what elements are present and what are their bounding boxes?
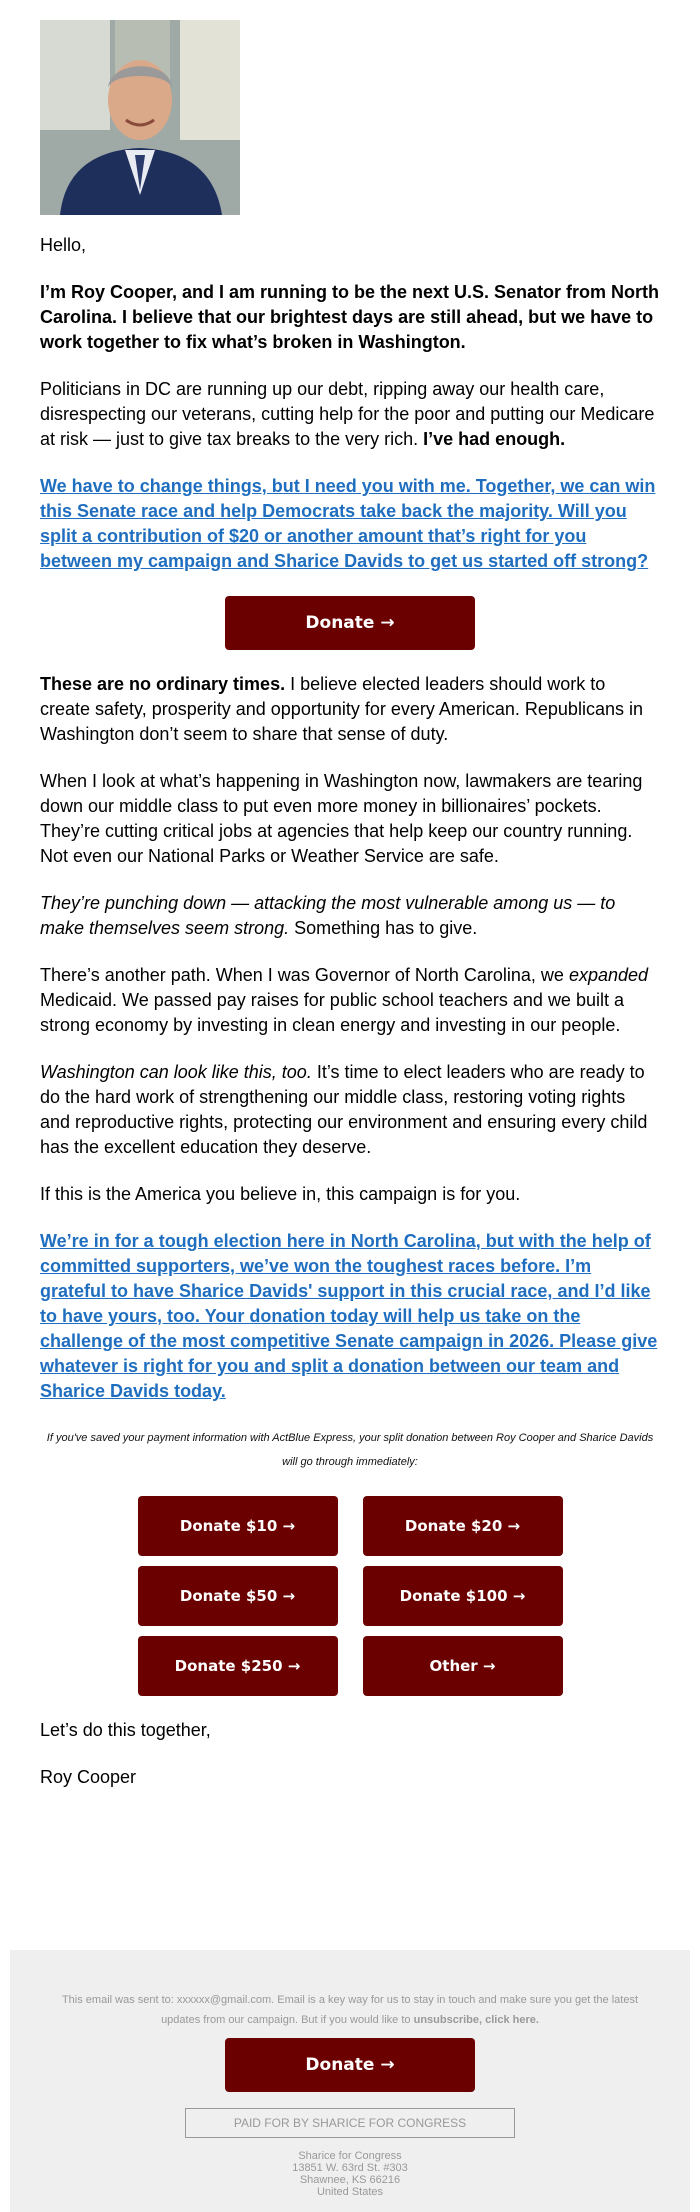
paragraph-america: If this is the America you believe in, this campaign is for you. — [40, 1184, 521, 1204]
donate-50-button[interactable]: Donate $50 → — [138, 1566, 338, 1626]
paid-for-disclaimer: PAID FOR BY SHARICE FOR CONGRESS — [185, 2108, 515, 2138]
candidate-photo — [40, 20, 240, 215]
footer-inner — [10, 1950, 690, 2198]
paragraph-punching-down — [40, 891, 660, 941]
paragraph-washington-now: When I look at what’s happening in Washington now, lawmakers are tearing down our middle class to put even more money in billionaires’ pockets. They’re cutting critical jobs at agencies that help keep our country running. Not even our National Parks or Weather Service are safe. — [40, 771, 643, 866]
paragraph-washington-can-text: It’s time to elect leaders who are ready to do the hard work of strengthening our middle class, restoring voting rights and reproductive rights, protecting our environment and ensuring every child has the excellent education they deserve. — [40, 1062, 648, 1157]
donate-20-button[interactable]: Donate $20 → — [363, 1496, 563, 1556]
mailing-address — [55, 2150, 645, 2198]
email-footer — [10, 1950, 690, 2212]
paragraph-another-path-b: Medicaid. We passed pay raises for public school teachers and we built a strong economy by investing in clean energy and investing in our people. — [40, 990, 624, 1035]
paragraph-punching-down-text: Something has to give. — [289, 918, 478, 938]
donate-other-button[interactable]: Other → — [363, 1636, 563, 1696]
email-body — [40, 20, 660, 1812]
paragraph-another-path-italic: expanded — [568, 965, 649, 985]
donate-button[interactable]: Donate → — [225, 596, 475, 650]
paragraph-no-ordinary-times-text: I believe elected leaders should work to create safety, prosperity and opportunity for every American. Republicans in Washington don’t seem to share that sense of duty. — [40, 674, 643, 744]
paragraph-washington-can-italic: Washington can look like this, too. — [40, 1062, 312, 1082]
footer-sent-to-text: This email was sent to: xxxxxx@gmail.com. Email is a key way for us to stay in touch and make sure you get the latest updates from our campaign. But if you would like to — [61, 1994, 639, 2026]
address-line: Shawnee, KS 66216 — [299, 2174, 401, 2186]
address-line: 13851 W. 63rd St. #303 — [292, 2162, 408, 2174]
paragraph-punching-down-italic: They’re punching down — attacking the most vulnerable among us — to make themselves seem strong. — [40, 893, 616, 938]
actblue-express-note: If you've saved your payment information with ActBlue Express, your split donation between Roy Cooper and Sharice Davids will go through immediately: — [46, 1432, 654, 1468]
portrait-illustration — [40, 20, 240, 215]
donate-100-button[interactable]: Donate $100 → — [363, 1566, 563, 1626]
paragraph-debt-text: Politicians in DC are running up our debt, ripping away our health care, disrespecting our veterans, cutting help for the poor and putting our Medicare at risk — just to give tax breaks to the very rich. — [40, 379, 655, 449]
donate-appeal-link-1[interactable]: We have to change things, but I need you with me. Together, we can win this Senate race and help Democrats take back the majority. Will you split a contribution of $20 or another amount that’s right for you between my campaign and Sharice Davids to get us started off strong? — [40, 476, 656, 571]
paragraph-debt — [40, 377, 660, 452]
address-line: Sharice for Congress — [298, 2150, 402, 2162]
paragraph-washington-can — [40, 1060, 660, 1160]
address-line: United States — [316, 2186, 384, 2198]
paragraph-another-path — [40, 963, 660, 1038]
donation-amount-grid — [40, 1496, 660, 1696]
paragraph-another-path-a: There’s another path. When I was Governor of North Carolina, we — [40, 965, 569, 985]
unsubscribe-link[interactable]: unsubscribe, click here. — [413, 2014, 539, 2026]
donate-10-button[interactable]: Donate $10 → — [138, 1496, 338, 1556]
paragraph-debt-bold: I’ve had enough. — [423, 429, 566, 449]
donate-appeal-link-2[interactable]: We’re in for a tough election here in North Carolina, but with the help of committed supporters, we’ve won the toughest races before. I’m grateful to have Sharice Davids' support in this crucial race, and I’d like to have yours, too. Your donation today will help us take on the challenge of the most competitive Senate campaign in 2026. Please give whatever is right for you and split a donation between our team and Sharice Davids today. — [40, 1231, 658, 1401]
footer-sent-to — [55, 1990, 645, 2030]
closing-line: Let’s do this together, — [40, 1720, 211, 1740]
intro-paragraph: I’m Roy Cooper, and I am running to be the next U.S. Senator from North Carolina. I believe that our brightest days are still ahead, but we have to work together to fix what’s broken in Washington. — [40, 282, 660, 352]
footer-donate-button[interactable]: Donate → — [225, 2038, 475, 2092]
donate-250-button[interactable]: Donate $250 → — [138, 1636, 338, 1696]
paragraph-no-ordinary-times — [40, 672, 660, 747]
paragraph-no-ordinary-times-bold: These are no ordinary times. — [40, 674, 286, 694]
signature: Roy Cooper — [40, 1767, 137, 1787]
greeting: Hello, — [40, 235, 87, 255]
